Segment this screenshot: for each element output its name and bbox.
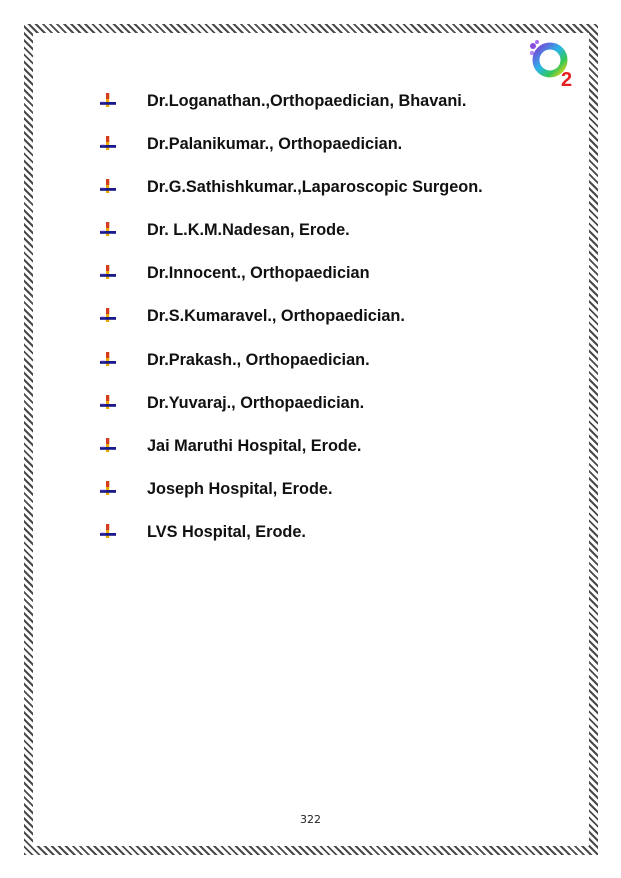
- cross-bullet-icon: [100, 438, 116, 454]
- cross-bullet-icon: [100, 222, 116, 238]
- cross-bullet-icon: [100, 308, 116, 324]
- list-item-text: Dr. L.K.M.Nadesan, Erode.: [147, 221, 350, 240]
- list-item-text: Dr.Loganathan.,Orthopaedician, Bhavani.: [147, 92, 467, 110]
- cross-bullet-icon: [100, 136, 116, 152]
- list-item: [100, 305, 483, 348]
- list-item-text: Dr.S.Kumaravel., Orthopaedician.: [147, 307, 405, 326]
- cross-bullet-icon: [100, 179, 116, 195]
- list-item-text: Dr.Innocent., Orthopaedician: [147, 264, 370, 283]
- cross-bullet-icon: [100, 265, 116, 281]
- page-number: 322: [300, 813, 321, 826]
- list-item: [100, 262, 483, 305]
- list-item-text: Jai Maruthi Hospital, Erode.: [147, 436, 362, 455]
- cross-bullet-icon: [100, 93, 116, 109]
- o2-logo-icon: [524, 38, 578, 88]
- list-item: [100, 90, 483, 133]
- list-item-text: Dr.G.Sathishkumar.,Laparoscopic Surgeon.: [147, 178, 483, 197]
- list-item-text: Dr.Palanikumar., Orthopaedician.: [147, 135, 403, 154]
- svg-text:2: 2: [561, 69, 573, 88]
- cross-bullet-icon: [100, 481, 116, 497]
- referral-list: [100, 90, 483, 564]
- list-item: [100, 478, 483, 521]
- cross-bullet-icon: [100, 352, 116, 368]
- list-item: [100, 176, 483, 219]
- list-item: [100, 349, 483, 392]
- list-item: [100, 521, 483, 564]
- list-item: [100, 219, 483, 262]
- list-item-text: Dr.Prakash., Orthopaedician.: [147, 350, 370, 369]
- list-item-text: Dr.Yuvaraj., Orthopaedician.: [147, 393, 365, 412]
- list-item: [100, 133, 483, 176]
- list-item-text: Joseph Hospital, Erode.: [147, 479, 333, 498]
- list-item: [100, 435, 483, 478]
- list-item: [100, 392, 483, 435]
- list-item-text: LVS Hospital, Erode.: [147, 522, 306, 541]
- cross-bullet-icon: [100, 524, 116, 540]
- cross-bullet-icon: [100, 395, 116, 411]
